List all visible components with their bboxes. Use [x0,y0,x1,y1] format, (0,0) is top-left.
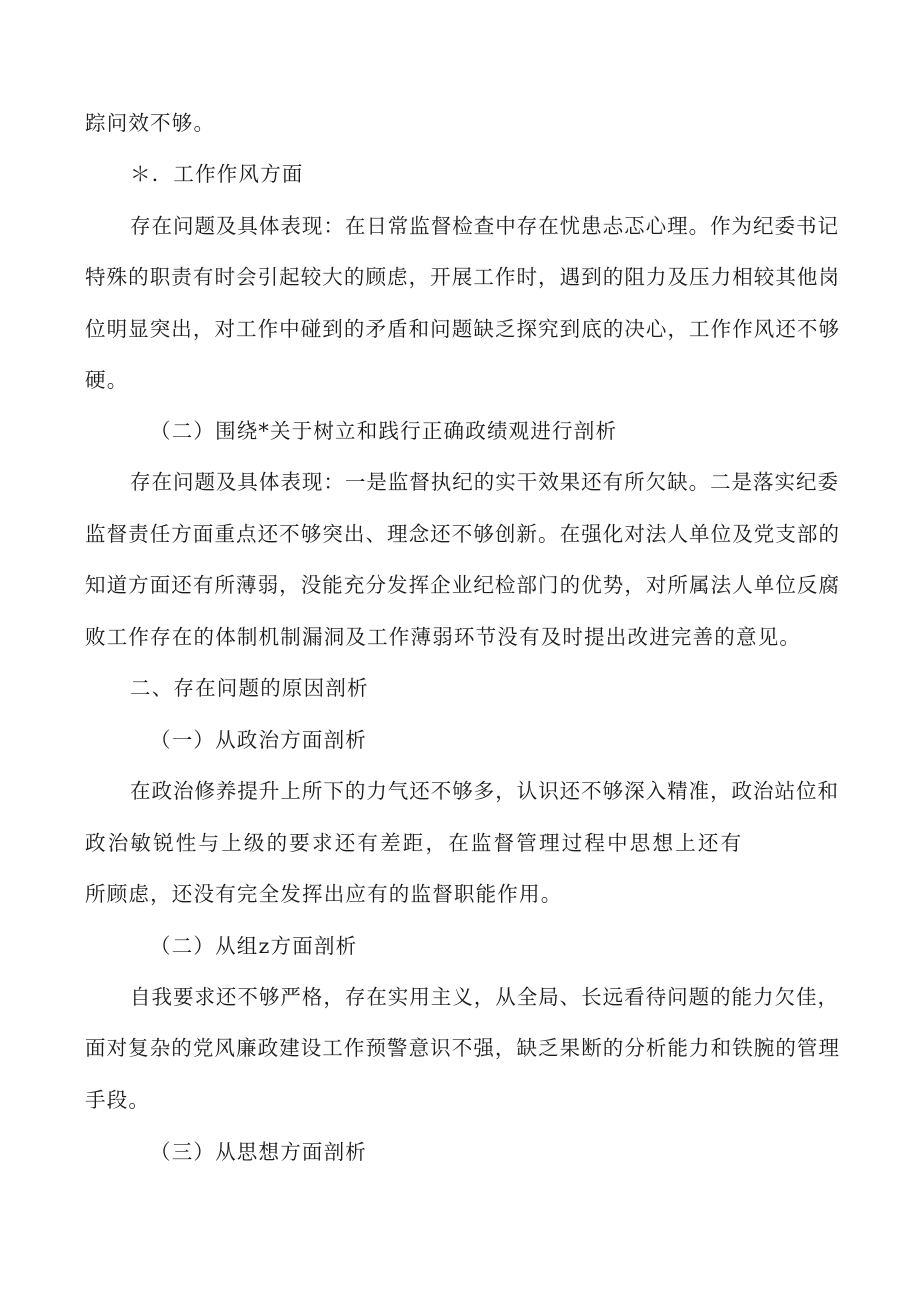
paragraph-line: 自我要求还不够严格，存在实用主义，从全局、长远看待问题的能力欠佳， [130,985,838,1009]
paragraph-line: 硬。 [85,368,129,392]
section-heading-cause-analysis: 二、存在问题的原因剖析 [130,676,369,700]
paragraph-line: 面对复杂的党风廉政建设工作预警意识不强，缺乏果断的分析能力和铁腕的管理 [85,1036,839,1060]
paragraph-line: 位明显突出，对工作中碰到的矛盾和问题缺乏探究到底的决心，工作作风还不够 [85,317,839,341]
paragraph-line: 特殊的职责有时会引起较大的顾虑，开展工作时，遇到的阻力及压力相较其他岗 [85,265,839,289]
paragraph-line: 所顾虑，还没有完全发挥出应有的监督职能作用。 [85,882,563,906]
subsection-heading-political: （一）从政治方面剖析 [150,728,367,752]
paragraph-line: 踪问效不够。 [85,111,216,135]
paragraph-line: 败工作存在的体制机制漏洞及工作薄弱环节没有及时提出改进完善的意见。 [85,625,802,649]
paragraph-line: 知道方面还有所薄弱，没能充分发挥企业纪检部门的优势，对所属法人单位反腐 [85,573,839,597]
section-heading-performance-view: （二）围绕*关于树立和践行正确政绩观进行剖析 [150,419,618,443]
subsection-heading-ideological: （三）从思想方面剖析 [150,1140,367,1164]
paragraph-line: 手段。 [85,1088,151,1112]
section-heading-work-style: ＊．工作作风方面 [130,162,304,186]
paragraph-line: 存在问题及具体表现：在日常监督检查中存在忧患忐忑心理。作为纪委书记 [130,214,838,238]
paragraph-line: 政治敏锐性与上级的要求还有差距，在监督管理过程中思想上还有 [85,831,744,855]
paragraph-line: 监督责任方面重点还不够突出、理念还不够创新。在强化对法人单位及党支部的 [85,522,839,546]
paragraph-line: 在政治修养提升上所下的力气还不够多，认识还不够深入精准，政治站位和 [130,779,838,803]
paragraph-line: 存在问题及具体表现：一是监督执纪的实干效果还有所欠缺。二是落实纪委 [130,470,838,494]
subsection-heading-organization: （二）从组z方面剖析 [150,934,358,958]
